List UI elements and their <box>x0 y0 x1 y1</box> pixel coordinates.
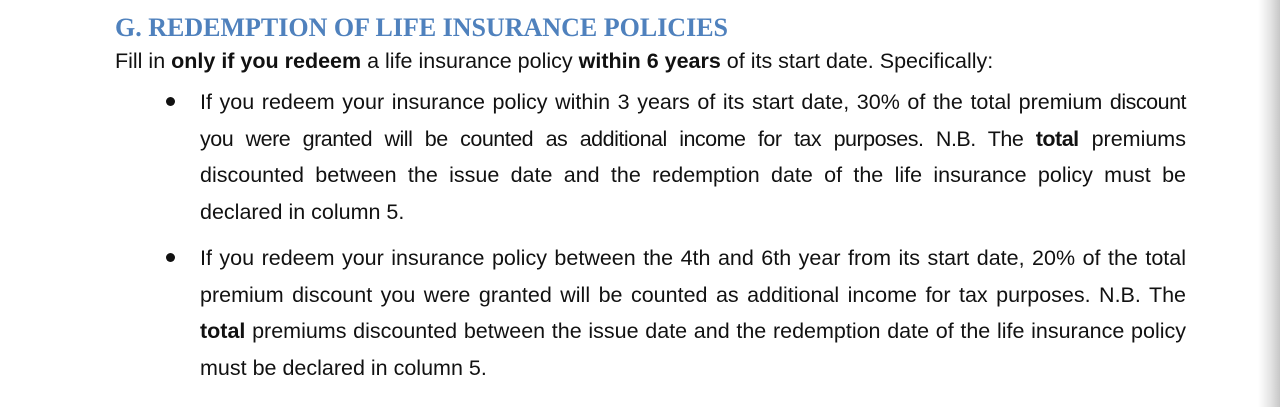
page-edge-shadow <box>1258 0 1280 407</box>
list-item <box>200 84 1186 230</box>
bullet-dot-icon <box>166 253 175 262</box>
bullet-text <box>200 240 1186 386</box>
intro-text <box>115 46 993 76</box>
section-title: G. REDEMPTION OF LIFE INSURANCE POLICIES <box>115 13 729 42</box>
bullet-2-bold-total: total <box>200 319 246 343</box>
intro-part-3: of its start date. Specifically: <box>720 49 994 73</box>
bullet-1-line-2: discount you were granted will be counted as additional income for tax purposes. N.B. The <box>200 90 1187 151</box>
intro-part-2: a life insurance policy <box>361 49 579 73</box>
bullet-text <box>200 84 1186 230</box>
bullet-1-line-1: If you redeem your insurance policy within 3 years of its start date, 30% of the total premium <box>200 90 1103 114</box>
intro-bold-years: within 6 years <box>578 49 721 73</box>
bullet-2-text-start: If you redeem your insurance policy between the 4th and 6th year from its start date, 20% of the total premium discount you were granted will be counted as additional income for tax purposes. N.B. The <box>200 246 1186 307</box>
intro-bold-redeem: only if you redeem <box>171 49 362 73</box>
bullet-1-rest: premiums discounted between the issue date and the redemption date of the life insurance policy must be declared in column 5. <box>200 126 1186 224</box>
intro-part-1: Fill in <box>115 49 172 73</box>
bullet-dot-icon <box>166 97 175 106</box>
bullet-2-rest: premiums discounted between the issue date and the redemption date of the life insurance policy must be declared in column 5. <box>200 319 1186 380</box>
bullet-1-bold-total: total <box>1035 126 1079 151</box>
list-item <box>200 240 1186 386</box>
